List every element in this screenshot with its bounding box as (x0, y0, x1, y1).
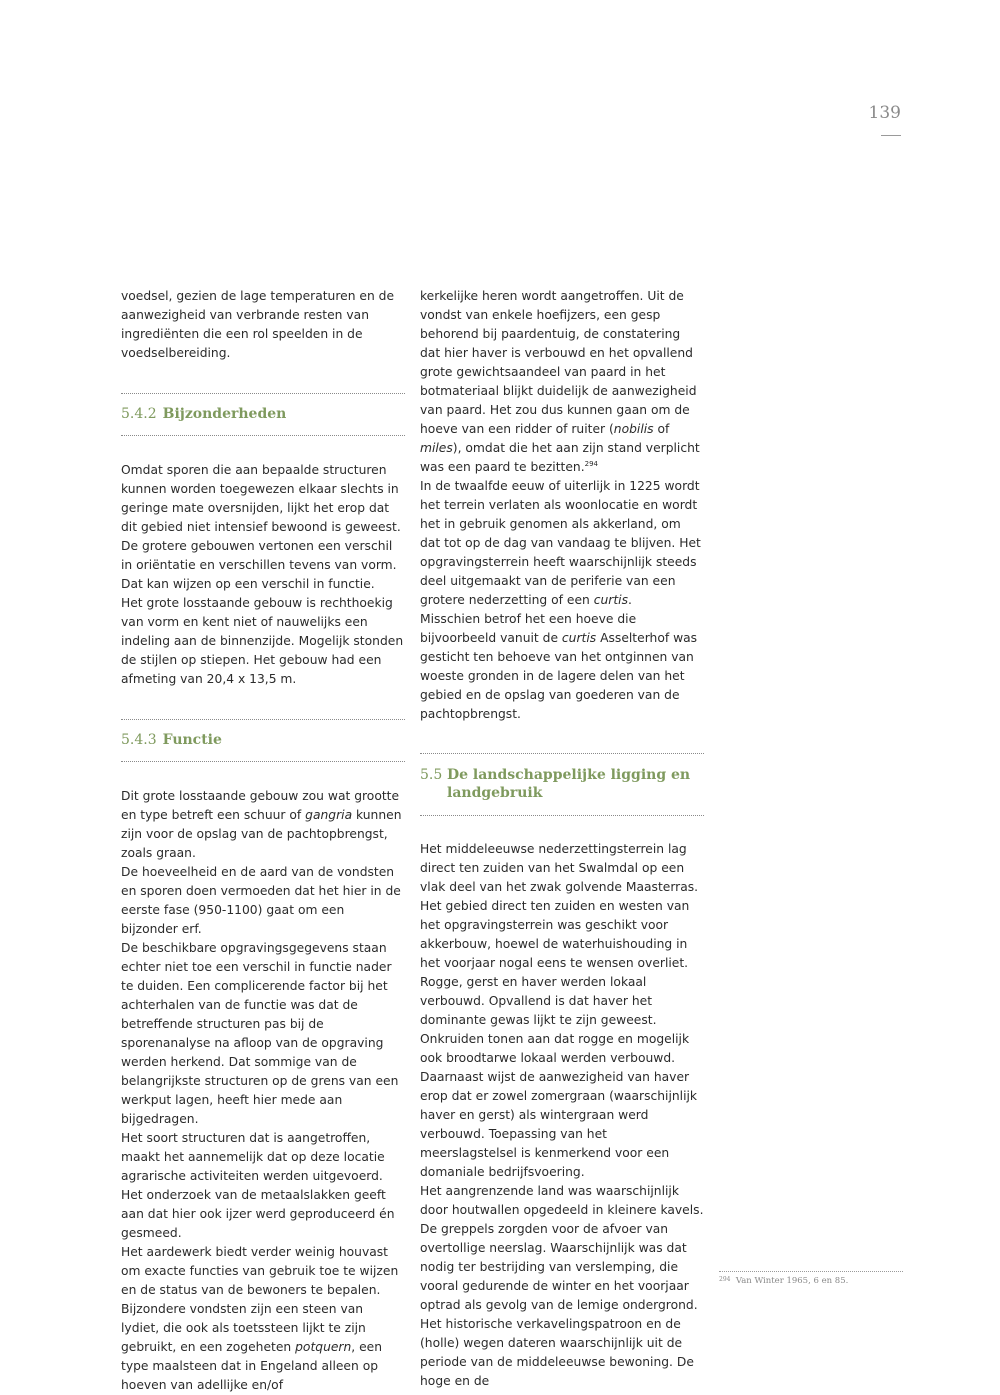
footnote-rule (719, 1271, 903, 1272)
middle-column (420, 287, 704, 1391)
section-title: Functie (162, 732, 222, 748)
paragraph: Het soort structuren dat is aangetroffen, maakt het aannemelijk dat op deze locatie agrarische activiteiten werden uitgevoerd. Het onderzoek van de metaalslakken geeft aan dat hier ook ijzer werd geproduceerd én gesmeed. (121, 1131, 395, 1240)
section-title: De landschappelijke ligging en (447, 767, 691, 783)
paragraph: Het aardewerk biedt verder weinig houvast om exacte functies van gebruik toe te wijzen en de status van de bewoners te bepalen. (121, 1245, 399, 1297)
section-rule-bottom (121, 761, 405, 762)
paragraph: Het aangrenzende land was waarschijnlijk door houtwallen opgedeeld in kleinere kavels. De greppels zorgden voor de afvoer van overtollige neerslag. Waarschijnlijk was dat nodig ter bestrijding van verslemping, die vooral gedurende de winter en het voorjaar optrad als gevolg van de lemige ondergrond. (420, 1184, 704, 1312)
section-number: 5.5 (420, 767, 443, 783)
footnote-number: 294 (719, 1276, 731, 1283)
paragraph: kerkelijke heren wordt aangetroffen. Uit de vondst van enkele hoefijzers, een gesp behorend bij paardentuig, de constatering dat hier haver is verbouwd en het opvallend grote gewichtsaandeel van paard in het botmateriaal blijkt duidelijk de aanwezigheid van paard. Het zou dus kunnen gaan om de hoeve van een ridder of ruiter (nobilis of miles), omdat die het aan zijn stand verplicht was een paard te bezitten.$^{294}$ (420, 289, 700, 474)
paragraph: Het historische verkavelingspatroon en de (holle) wegen dateren waarschijnlijk uit de periode van de middeleeuwse bewoning. De hoge en de (420, 1317, 694, 1388)
section-rule-bottom (121, 435, 405, 436)
paragraph: De beschikbare opgravingsgegevens staan echter niet toe een verschil in functie nader te duiden. Een complicerende factor bij het achterhalen van de functie was dat de betreffende structuren pas bij de sporenanalyse na afloop van de opgraving werden herkend. Dat sommige van de belangrijkste structuren op de grens van een werkput lagen, heeft hier mede aan bijgedragen. (121, 941, 399, 1126)
paragraph: Het middeleeuwse nederzettingsterrein lag direct ten zuiden van het Swalmdal op een vlak deel van het zwak golvende Maasterras. Het gebied direct ten zuiden en westen van het opgravingsterrein was geschikt voor akkerbouw, hoewel de waterhuishouding in het voorjaar nogal eens te wensen overliet. Rogge, gerst en haver werden lokaal verbouwd. Opvallend is dat haver het dominante gewas lijkt te zijn geweest. Onkruiden tonen aan dat rogge en mogelijk ook broodtarwe lokaal werden verbouwd. Daarnaast wijst de aanwezigheid van haver erop dat er zowel zomergraan (waarschijnlijk haver en gerst) als wintergraan werd verbouwd. Toepassing van het meerslagstelsel is kenmerkend voor een domaniale bedrijfsvoering. (420, 842, 699, 1179)
section-rule-top (121, 393, 405, 394)
section-543-body (121, 787, 405, 1395)
paragraph: Het grote losstaande gebouw is rechthoekig van vorm en kent niet of nauwelijks een indeling aan de binnenzijde. Mogelijk stonden de stijlen op stiepen. Het gebouw had een afmeting van 20,4 x 13,5 m. (121, 596, 404, 686)
paragraph: In de twaalfde eeuw of uiterlijk in 1225 wordt het terrein verlaten als woonlocatie en wordt het in gebruik genomen als akkerland, om dat tot op de dag van vandaag te blijven. Het opgravingsterrein heeft waarschijnlijk steeds deel uitgemaakt van de periferie van een grotere nederzetting of een curtis. (420, 479, 701, 607)
paragraph: Omdat sporen die aan bepaalde structuren kunnen worden toegewezen elkaar slechts in geringe mate oversnijden, lijkt het erop dat dit gebied niet intensief bewoond is geweest. (121, 463, 401, 534)
section-rule-top (121, 719, 405, 720)
section-number: 5.4.3 (121, 732, 157, 748)
page-number: 139 (868, 103, 901, 123)
left-column (121, 287, 405, 1395)
section-55-body (420, 840, 704, 1391)
footnote-ref: 294 (584, 460, 598, 468)
section-number: 5.4.2 (121, 406, 157, 422)
paragraph: De hoeveelheid en de aard van de vondsten en sporen doen vermoeden dat het hier in de eerste fase (950-1100) gaat om een bijzonder erf. (121, 865, 401, 936)
section-rule-bottom (420, 815, 704, 816)
section-rule-top (420, 753, 704, 754)
section-title: Bijzonderheden (162, 406, 287, 422)
section-heading-543 (121, 731, 405, 749)
page-number-rule (881, 135, 901, 136)
footnote (719, 1271, 903, 1286)
section-heading-55 (420, 766, 704, 802)
paragraph: Misschien betrof het een hoeve die bijvoorbeeld vanuit de curtis Asselterhof was gesticht ten behoeve van het ontginnen van woeste gronden in de lagere delen van het gebied en de opslag van goederen van de pachtopbrengst. (420, 612, 698, 721)
paragraph: Bijzondere vondsten zijn een steen van lydiet, die ook als toetssteen lijkt te zijn gebruikt, en een zogeheten potquern, een type maalsteen dat in Engeland alleen op hoeven van adellijke en/of (121, 1302, 383, 1392)
intro-paragraph: voedsel, gezien de lage temperaturen en de aanwezigheid van verbrande resten van ingrediënten die een rol speelden in de voedselbereiding. (121, 289, 395, 360)
footnote-text: Van Winter 1965, 6 en 85. (735, 1276, 849, 1286)
paragraph: Dit grote losstaande gebouw zou wat grootte en type betreft een schuur of gangria kunnen zijn voor de opslag van de pachtopbrengst, zoals graan. (121, 789, 402, 860)
section-542-body (121, 461, 405, 689)
section-heading-542 (121, 405, 405, 423)
paragraph: De grotere gebouwen vertonen een verschil in oriëntatie en verschillen tevens van vorm. Dat kan wijzen op een verschil in functie. (121, 539, 397, 591)
section-title: landgebruik (447, 785, 543, 801)
